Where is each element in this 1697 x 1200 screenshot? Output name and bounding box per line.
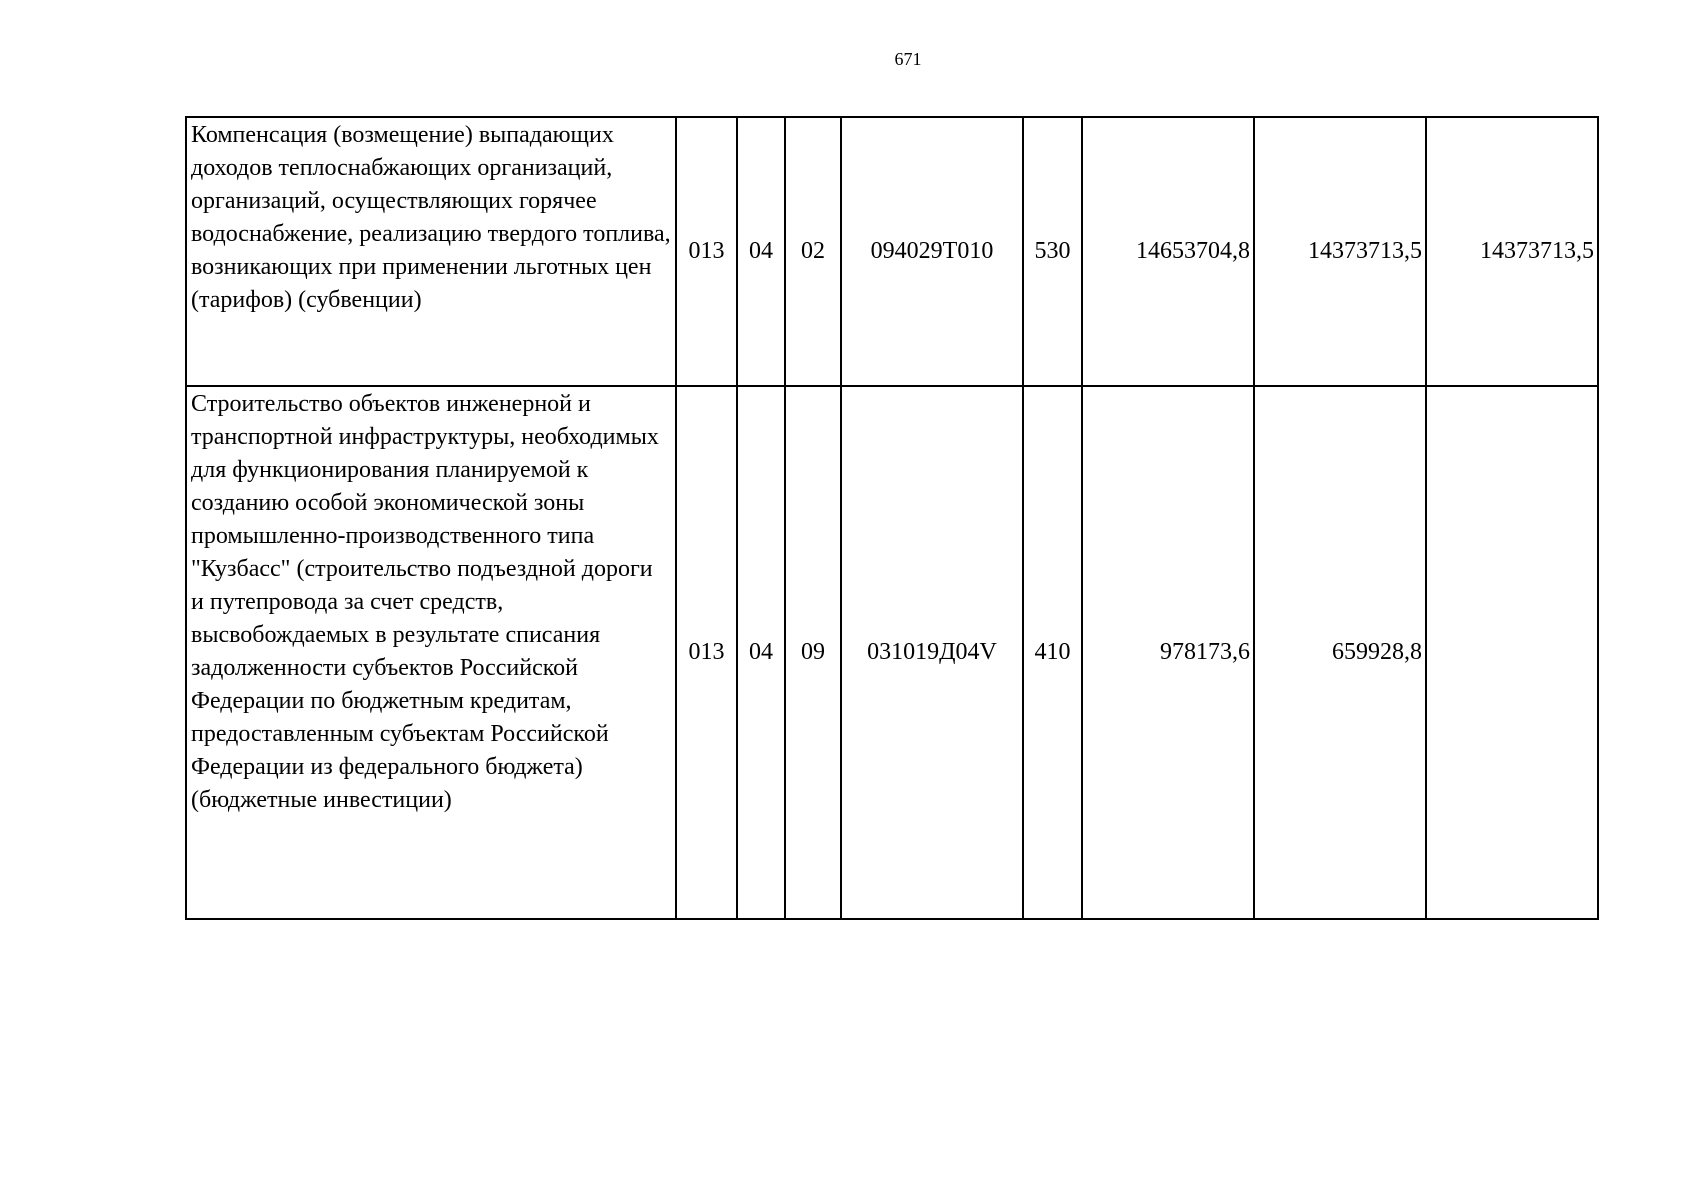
row-description: Строительство объектов инженерной и транспортной инфраструктуры, необходимых для функционирования планируемой к созданию особой экономической зоны промышленно-производственного типа "Кузбасс" (строительство подъездной дороги и путепровода за счет средств, высвобождаемых в результате списания задолженности субъектов Российской Федерации по бюджетным кредитам, предоставленным субъектам Российской Федерации из федерального бюджета) (бюджетные инвестиции) bbox=[186, 386, 676, 919]
amount-3-cell: 14373713,5 bbox=[1426, 117, 1598, 386]
subsection-code-cell: 02 bbox=[785, 117, 841, 386]
amount-2-cell: 659928,8 bbox=[1254, 386, 1426, 919]
subsection-code-cell: 09 bbox=[785, 386, 841, 919]
section-code-cell: 04 bbox=[737, 386, 785, 919]
amount-1-cell: 978173,6 bbox=[1082, 386, 1254, 919]
page-number: 671 bbox=[894, 49, 922, 69]
table-row bbox=[186, 386, 1598, 919]
row-description: Компенсация (возмещение) выпадающих доходов теплоснабжающих организаций, организаций, осуществляющих горячее водоснабжение, реализацию твердого топлива, возникающих при применении льготных цен (тарифов) (субвенции) bbox=[186, 117, 676, 386]
expense-type-cell: 530 bbox=[1023, 117, 1082, 386]
amount-2-cell: 14373713,5 bbox=[1254, 117, 1426, 386]
amount-1-cell: 14653704,8 bbox=[1082, 117, 1254, 386]
budget-table bbox=[185, 116, 1599, 920]
ministry-code-cell: 013 bbox=[676, 117, 737, 386]
table-row bbox=[186, 117, 1598, 386]
amount-3-cell bbox=[1426, 386, 1598, 919]
target-article-cell: 031019Д04V bbox=[841, 386, 1023, 919]
section-code-cell: 04 bbox=[737, 117, 785, 386]
ministry-code-cell: 013 bbox=[676, 386, 737, 919]
target-article-cell: 094029Т010 bbox=[841, 117, 1023, 386]
expense-type-cell: 410 bbox=[1023, 386, 1082, 919]
